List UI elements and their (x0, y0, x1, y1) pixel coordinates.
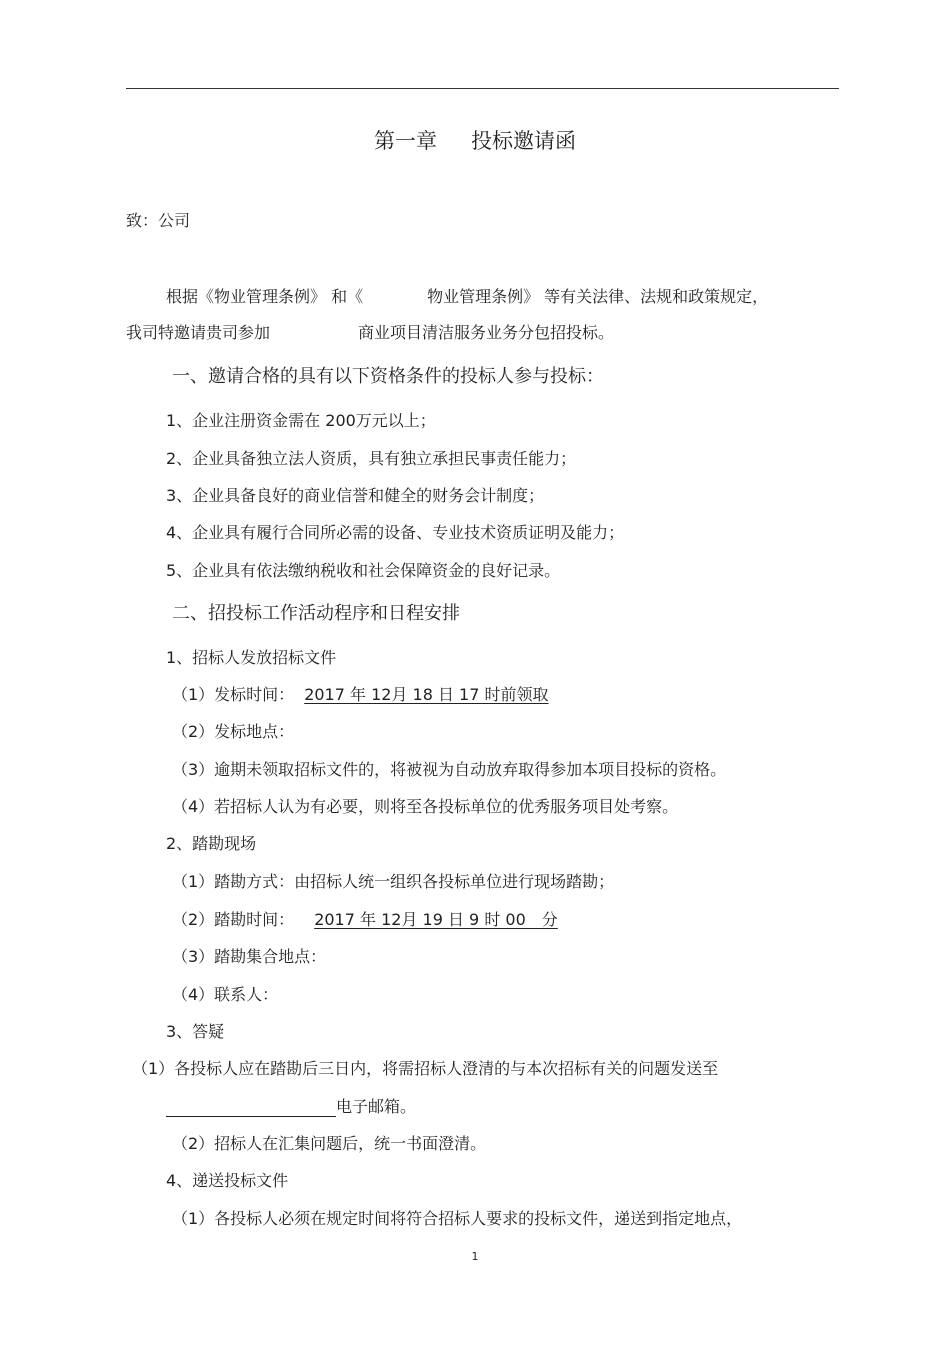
step-3-title: 3、答疑 (166, 1022, 225, 1041)
step-1-title: 1、招标人发放招标文件 (166, 648, 337, 667)
title-chapter: 第一章 (374, 129, 437, 153)
site-visit-assembly-location: （3）踏勘集合地点： (172, 947, 327, 966)
step-4-title: 4、递送投标文件 (166, 1171, 289, 1190)
qualification-item: 5、企业具有依法缴纳税收和社会保障资金的良好记录。 (166, 561, 561, 580)
qa-item-2: （2）招标人在汇集问题后，统一书面澄清。 (172, 1134, 487, 1153)
site-visit-time-value: 2017 年 12月 19 日 9 时 00 分 (314, 910, 558, 929)
issue-time-row (172, 685, 549, 705)
site-visit-method: （1）踏勘方式：由招标人统一组织各投标单位进行现场踏勘； (172, 872, 615, 891)
issue-time-value: 2017 年 12月 18 日 17 时前领取 (304, 685, 549, 704)
email-blank-field (166, 1100, 336, 1117)
intro-paragraph-line-2 (126, 323, 614, 343)
qualification-item: 2、企业具备独立法人资质，具有独立承担民事责任能力； (166, 449, 577, 468)
title-text: 投标邀请函 (471, 129, 576, 153)
site-visit-time-label: （2）踏勘时间： (172, 910, 295, 929)
submission-item-1: （1）各投标人必须在规定时间将符合招标人要求的投标文件，递送到指定地点， (172, 1209, 743, 1228)
step-2-title: 2、踏勘现场 (166, 834, 257, 853)
section-2-heading: 二、招投标工作活动程序和日程安排 (172, 603, 460, 624)
qualification-item: 3、企业具备良好的商业信誉和健全的财务会计制度； (166, 486, 545, 505)
qa-item-1-line-2 (166, 1097, 416, 1117)
qualification-item: 1、企业注册资金需在 200万元以上； (166, 411, 436, 430)
qualification-item: 4、企业具有履行合同所必需的设备、专业技术资质证明及能力； (166, 523, 625, 542)
page-title (0, 128, 950, 154)
intro-line1-part-b: 物业管理条例》 等有关法律、法规和政策规定， (427, 287, 769, 306)
page-number: 1 (471, 1250, 479, 1263)
inspection-note: （4）若招标人认为有必要，则将至各投标单位的优秀服务项目处考察。 (172, 797, 679, 816)
qa-email-suffix: 电子邮箱。 (336, 1097, 417, 1116)
intro-paragraph-line-1 (166, 287, 768, 307)
intro-line1-part-a: 根据《物业管理条例》 和《 (166, 287, 364, 306)
site-visit-contact: （4）联系人： (172, 985, 279, 1004)
header-rule (126, 88, 839, 89)
addressee: 致：公司 (126, 211, 191, 230)
site-visit-time-row (172, 910, 558, 930)
intro-line2-part-a: 我司特邀请贵司参加 (126, 323, 271, 342)
issue-location-row: （2）发标地点： (172, 722, 295, 741)
late-collection-note: （3）逾期未领取招标文件的，将被视为自动放弃取得参加本项目投标的资格。 (172, 760, 727, 779)
qa-item-1-line-1: （1）各投标人应在踏勘后三日内，将需招标人澄清的与本次招标有关的问题发送至 (132, 1059, 719, 1078)
intro-line2-part-b: 商业项目清洁服务业务分包招投标。 (358, 323, 615, 342)
section-1-heading: 一、邀请合格的具有以下资格条件的投标人参与投标： (172, 366, 604, 387)
issue-time-label: （1）发标时间： (172, 685, 295, 704)
